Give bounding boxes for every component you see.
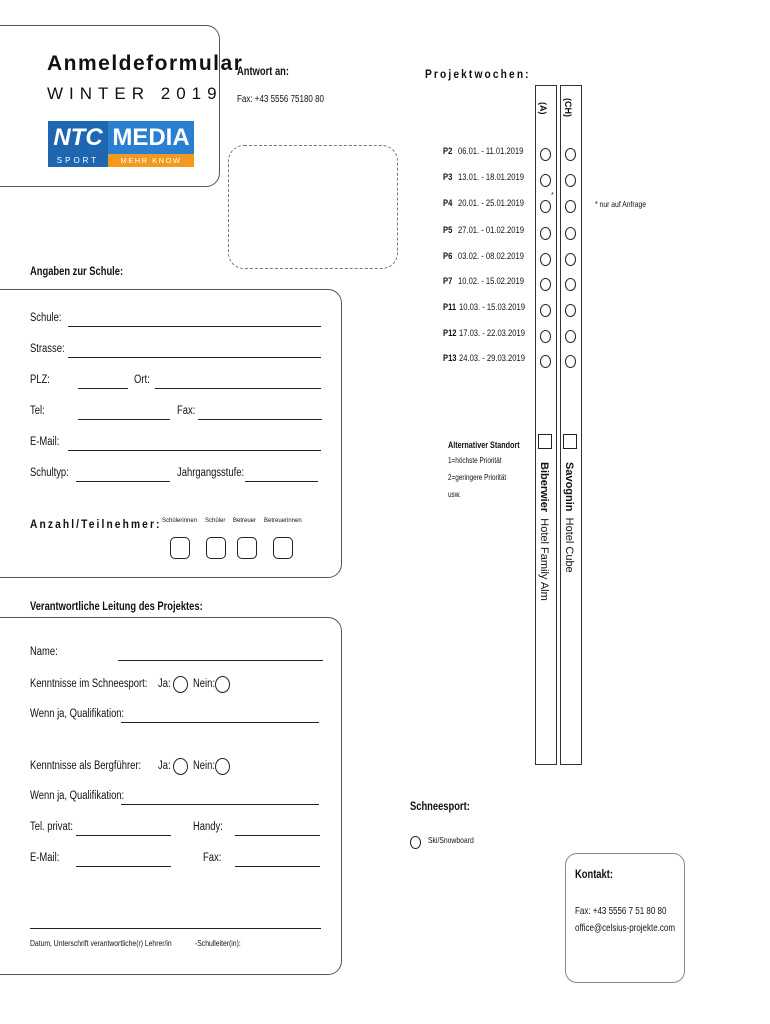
biberwier-hotel: Hotel Family Alm — [538, 518, 550, 601]
savognin-priority-box[interactable] — [563, 434, 577, 449]
col-ch-label: (CH) — [563, 98, 573, 117]
school-fax-field[interactable] — [198, 419, 322, 420]
school-heading: Angaben zur Schule: — [30, 264, 124, 278]
leader-name-label: Name: — [30, 646, 58, 658]
week-dates: 27.01. - 01.02.2019 — [458, 225, 524, 236]
snow-qualification-field[interactable] — [121, 722, 319, 723]
schultyp-label: Schultyp: — [30, 467, 69, 479]
leader-fax-field[interactable] — [235, 866, 320, 867]
tel-private-label: Tel. privat: — [30, 821, 73, 833]
week-savognin-radio[interactable] — [565, 253, 576, 266]
week-code: P3 — [443, 172, 453, 183]
col-a-label: (A) — [538, 102, 548, 115]
snowsport-heading: Schneesport: — [410, 799, 470, 813]
week-dates: 24.03. - 29.03.2019 — [459, 353, 525, 364]
mountain-yes-radio[interactable] — [173, 758, 188, 775]
mountain-no-label: Nein: — [193, 760, 216, 772]
schule-label: Schule: — [30, 312, 62, 324]
week-code: P2 — [443, 146, 453, 157]
leader-email-field[interactable] — [76, 866, 171, 867]
signature-label: Datum, Unterschrift verantwortliche(r) Lehrer/in — [30, 938, 172, 948]
week-dates: 10.02. - 15.02.2019 — [458, 276, 524, 287]
tel-private-field[interactable] — [76, 835, 171, 836]
week-biberwier-radio[interactable] — [540, 174, 551, 187]
week-savognin-radio[interactable] — [565, 174, 576, 187]
schultyp-field[interactable] — [76, 481, 170, 482]
alt-line2: 2=geringere Priorität — [448, 473, 507, 482]
week-code: P13 — [443, 353, 457, 364]
plz-field[interactable] — [78, 388, 128, 389]
week-biberwier-radio[interactable] — [540, 355, 551, 368]
week-biberwier-radio[interactable] — [540, 304, 551, 317]
participants-col-3: Betreuerinnen — [264, 518, 302, 524]
mountain-qualification-field[interactable] — [121, 804, 319, 805]
leader-heading: Verantwortliche Leitung des Projektes: — [30, 599, 203, 613]
form-subtitle: WINTER 2019 — [47, 84, 223, 103]
week-dates: 06.01. - 11.01.2019 — [458, 146, 524, 157]
plz-label: PLZ: — [30, 374, 50, 386]
week-dates: 10.03. - 15.03.2019 — [459, 302, 525, 313]
stamp-field[interactable] — [228, 145, 398, 269]
weeks-heading: Projektwochen: — [425, 67, 531, 81]
week-savognin-radio[interactable] — [565, 278, 576, 291]
logo-ntc: NTC — [48, 121, 108, 154]
week-code: P4 — [443, 198, 453, 209]
participants-col-2: Betreuer — [233, 518, 257, 524]
logo-tagline-right: MEHR KNOW HOW — [108, 154, 194, 167]
footnote-mark: * — [551, 192, 554, 199]
contact-email: office@celsius-projekte.com — [575, 923, 676, 934]
week-dates: 03.02. - 08.02.2019 — [458, 251, 524, 262]
week-biberwier-radio[interactable] — [540, 330, 551, 343]
week-savognin-radio[interactable] — [565, 355, 576, 368]
reply-heading: Antwort an: — [237, 64, 289, 78]
snow-no-radio[interactable] — [215, 676, 230, 693]
tel-field[interactable] — [78, 419, 170, 420]
week-biberwier-radio[interactable] — [540, 253, 551, 266]
leader-fax-label: Fax: — [203, 852, 222, 864]
week-savognin-radio[interactable] — [565, 330, 576, 343]
tel-label: Tel: — [30, 405, 45, 417]
ntc-media-logo — [48, 121, 194, 178]
reply-fax: Fax: +43 5556 75180 80 — [237, 94, 324, 105]
savognin-name: Savognin — [563, 462, 575, 512]
mobile-label: Handy: — [193, 821, 223, 833]
count-schueler-box[interactable] — [206, 537, 226, 559]
signature-field[interactable] — [30, 928, 321, 929]
week-savognin-radio[interactable] — [565, 304, 576, 317]
count-betreuerinnen-box[interactable] — [273, 537, 293, 559]
mountain-no-radio[interactable] — [215, 758, 230, 775]
week-code: P7 — [443, 276, 453, 287]
logo-tagline-left: SPORT — [48, 154, 108, 167]
biberwier-priority-box[interactable] — [538, 434, 552, 449]
footnote: * nur auf Anfrage — [595, 199, 647, 209]
alt-line3: usw. — [448, 490, 461, 499]
snow-yes-label: Ja: — [158, 678, 171, 690]
week-dates: 17.03. - 22.03.2019 — [459, 328, 525, 339]
mountain-knowledge-label: Kenntnisse als Bergführer: — [30, 760, 142, 772]
leader-name-field[interactable] — [118, 660, 323, 661]
biberwier-name: Biberwier — [538, 462, 550, 513]
alt-heading: Alternativer Standort — [448, 440, 520, 450]
week-biberwier-radio[interactable] — [540, 200, 551, 213]
snow-knowledge-label: Kenntnisse im Schneesport: — [30, 678, 148, 690]
mobile-field[interactable] — [235, 835, 320, 836]
participants-label: Anzahl/Teilnehmer: — [30, 517, 162, 531]
ski-snowboard-radio[interactable] — [410, 836, 421, 849]
contact-fax: Fax: +43 5556 7 51 80 80 — [575, 906, 667, 917]
school-email-label: E-Mail: — [30, 436, 60, 448]
biberwier-label — [538, 462, 550, 601]
week-code: P12 — [443, 328, 457, 339]
participants-col-1: Schüler — [205, 518, 226, 524]
week-biberwier-radio[interactable] — [540, 278, 551, 291]
jahrgang-label: Jahrgangsstufe: — [177, 467, 245, 479]
week-savognin-radio[interactable] — [565, 200, 576, 213]
strasse-field[interactable] — [68, 357, 321, 358]
week-code: P5 — [443, 225, 453, 236]
logo-media: MEDIA — [108, 121, 194, 154]
schule-field[interactable] — [68, 326, 321, 327]
week-code: P11 — [443, 302, 457, 313]
leader-email-label: E-Mail: — [30, 852, 60, 864]
school-box — [0, 289, 342, 578]
week-dates: 13.01. - 18.01.2019 — [458, 172, 524, 183]
signature-label-right: -Schulleiter(in): — [195, 938, 241, 948]
strasse-label: Strasse: — [30, 343, 65, 355]
mountain-qualification-label: Wenn ja, Qualifikation: — [30, 790, 125, 802]
ski-snowboard-label: Ski/Snowboard — [428, 835, 474, 845]
snow-qualification-label: Wenn ja, Qualifikation: — [30, 708, 125, 720]
form-title: Anmeldeformular — [47, 52, 244, 75]
snow-yes-radio[interactable] — [173, 676, 188, 693]
savognin-label — [563, 462, 575, 573]
jahrgang-field[interactable] — [245, 481, 318, 482]
snow-no-label: Nein: — [193, 678, 216, 690]
week-dates: 20.01. - 25.01.2019 — [458, 198, 524, 209]
week-code: P6 — [443, 251, 453, 262]
week-biberwier-radio[interactable] — [540, 227, 551, 240]
mountain-yes-label: Ja: — [158, 760, 171, 772]
week-biberwier-radio[interactable] — [540, 148, 551, 161]
ort-field[interactable] — [155, 388, 321, 389]
ort-label: Ort: — [134, 374, 150, 386]
count-betreuer-box[interactable] — [237, 537, 257, 559]
biberwier-column — [535, 85, 557, 765]
week-savognin-radio[interactable] — [565, 148, 576, 161]
school-fax-label: Fax: — [177, 405, 196, 417]
savognin-column — [560, 85, 582, 765]
savognin-hotel: Hotel Cube — [563, 517, 575, 573]
school-email-field[interactable] — [68, 450, 321, 451]
count-schuelerinnen-box[interactable] — [170, 537, 190, 559]
participants-col-0: Schülerinnen — [162, 518, 198, 524]
contact-heading: Kontakt: — [575, 867, 613, 881]
week-savognin-radio[interactable] — [565, 227, 576, 240]
alt-line1: 1=höchste Priorität — [448, 456, 502, 465]
